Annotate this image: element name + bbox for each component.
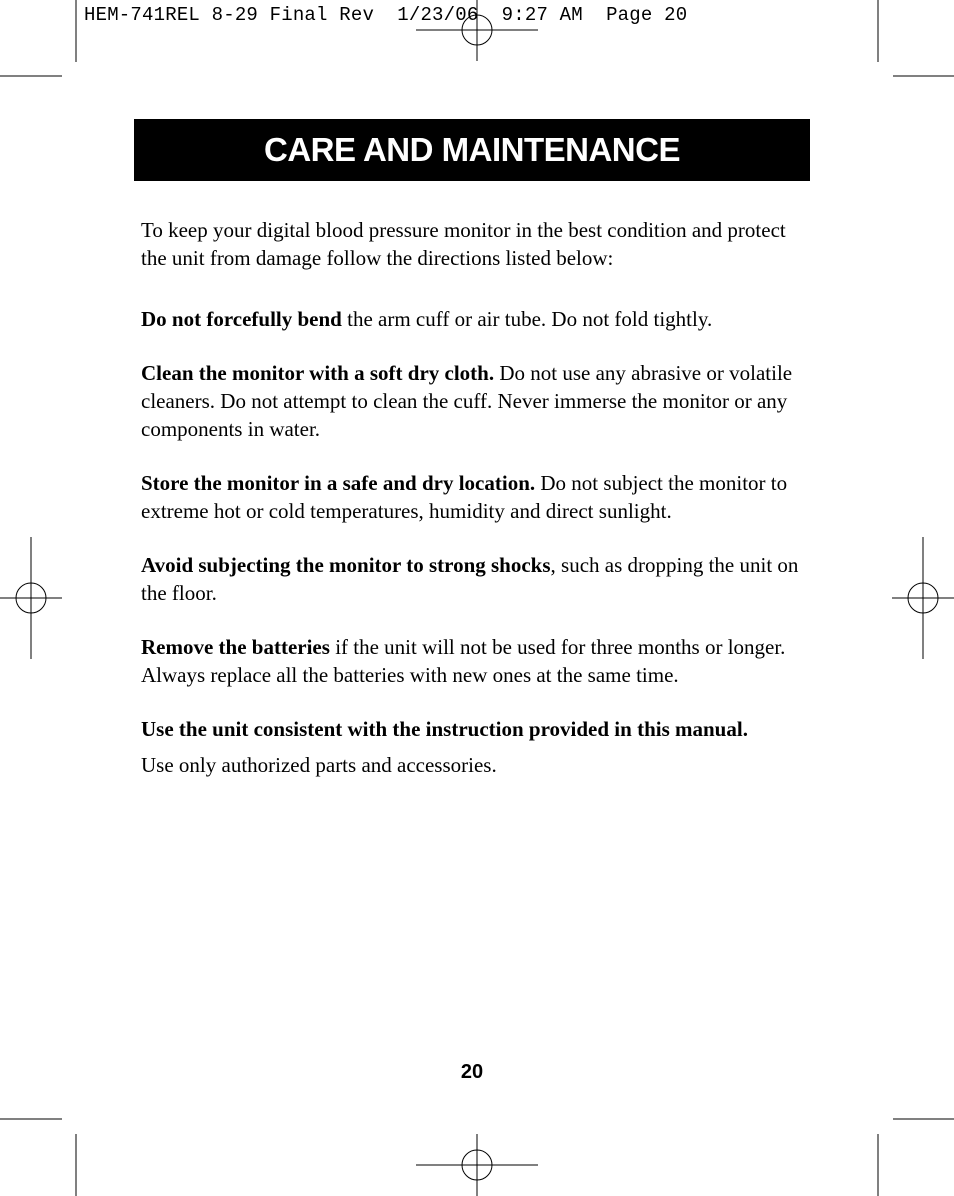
care-item-text: Do not use any abrasive or volatile cleaners. Do not attempt to clean the cuff. Never immerse the monitor or any components in water. [141, 361, 793, 441]
care-item-heading: Do not forcefully bend [141, 307, 342, 331]
title-banner [134, 119, 810, 181]
registration-mark-left [0, 537, 62, 659]
care-item-bend [141, 305, 813, 333]
page-number: 20 [460, 1061, 484, 1083]
closing-paragraph: Use only authorized parts and accessories. [141, 753, 497, 777]
care-item-text: the arm cuff or air tube. Do not fold tightly. [341, 307, 713, 331]
registration-mark-top [416, 0, 538, 61]
care-item-text: if the unit will not be used for three months or longer. Always replace all the batteries with new ones at the same time. [141, 635, 786, 687]
care-item-clean [141, 359, 813, 443]
care-item-batteries [141, 633, 813, 689]
care-item-heading: Use the unit consistent with the instruction provided in this manual. [141, 717, 748, 741]
care-item-heading: Avoid subjecting the monitor to strong shocks [141, 553, 551, 577]
care-item-heading: Store the monitor in a safe and dry location. [141, 471, 536, 495]
intro-paragraph: To keep your digital blood pressure monitor in the best condition and protect the unit from damage follow the directions listed below: [141, 218, 786, 270]
content-body [141, 216, 813, 779]
care-item-text: Do not subject the monitor to extreme hot or cold temperatures, humidity and direct sunlight. [141, 471, 788, 523]
registration-mark-right [892, 537, 954, 659]
care-item-heading: Clean the monitor with a soft dry cloth. [141, 361, 495, 385]
registration-mark-bottom [416, 1134, 538, 1196]
care-item-shocks [141, 551, 813, 607]
page-title: CARE AND MAINTENANCE [264, 131, 680, 168]
care-item-heading: Remove the batteries [141, 635, 330, 659]
care-item-manual [141, 715, 813, 743]
print-slug-line: HEM-741REL 8-29 Final Rev 1/23/06 9:27 AM Page 20 [84, 4, 688, 26]
care-item-store [141, 469, 813, 525]
care-item-text: , such as dropping the unit on the floor. [141, 553, 799, 605]
